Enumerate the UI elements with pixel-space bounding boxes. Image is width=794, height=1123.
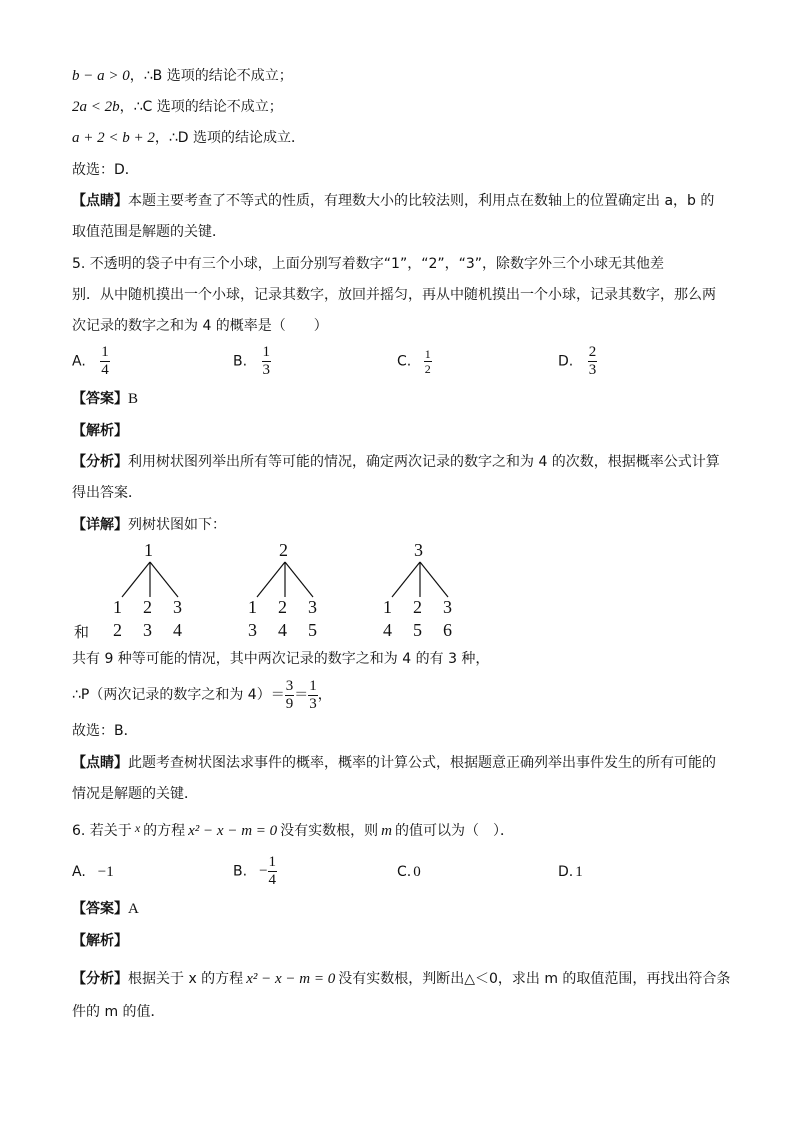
q6-text: 6. 若关于 <box>72 823 132 839</box>
question-5-line-3: 次记录的数字之和为 4 的概率是（ ） <box>72 318 328 334</box>
choose-line: 故选：D． <box>72 162 139 178</box>
tree-sum: 5 <box>308 620 317 640</box>
tree-sum: 2 <box>113 620 122 640</box>
tree-sum: 3 <box>248 620 257 640</box>
tree-root: 3 <box>414 540 423 560</box>
numerator: 1 <box>309 677 317 694</box>
denominator: 4 <box>101 362 109 378</box>
option-label: D. <box>558 353 574 370</box>
total-line: 共有 9 种等可能的情况，其中两次记录的数字之和为 4 的有 3 种， <box>72 651 490 667</box>
tree-sum: 3 <box>143 620 152 640</box>
dianjing-text: 本题主要考查了不等式的性质，有理数大小的比较法则，利用点在数轴上的位置确定出 a，b 的 <box>128 193 715 209</box>
fenxi-text: 没有实数根，判断出△＜0，求出 m 的取值范围，再找出符合条 <box>338 971 731 987</box>
sum-label: 和 <box>74 623 90 641</box>
text-line: 件的 m 的值． <box>72 1004 165 1020</box>
tree-leaf: 2 <box>278 597 287 617</box>
denominator: 2 <box>424 362 431 376</box>
denominator: 9 <box>285 695 294 712</box>
numerator: 3 <box>285 677 294 694</box>
tree-root: 1 <box>144 540 153 560</box>
tree-sum: 4 <box>278 620 287 640</box>
option-label: A. <box>72 864 86 880</box>
fraction <box>285 678 295 713</box>
fenxi-tag: 【分析】 <box>72 971 128 987</box>
math-expression: x² − x − m = 0 <box>246 971 336 987</box>
fenxi-tag: 【分析】 <box>72 454 128 470</box>
q6-text: 没有实数根，则 <box>280 823 379 839</box>
line-text: ，∴D 选项的结论成立． <box>154 130 306 146</box>
tree-root: 2 <box>279 540 288 560</box>
option-value: 1 <box>575 864 583 880</box>
dianjing-tag: 【点睛】 <box>72 193 128 209</box>
denominator: 4 <box>268 872 277 888</box>
answer-tag: 【答案】 <box>72 391 128 407</box>
option-label: B. <box>233 863 248 880</box>
tree-sum: 4 <box>173 620 182 640</box>
option-value: 0 <box>413 864 421 880</box>
prob-suffix: ， <box>317 687 332 703</box>
q6-text: 的方程 <box>143 823 186 839</box>
text-line: 得出答案． <box>72 485 142 501</box>
tree-sum: 5 <box>413 620 422 640</box>
denominator: 3 <box>262 362 271 378</box>
text-line: 情况是解题的关键． <box>72 786 198 802</box>
probability-line <box>72 677 332 713</box>
line-text: ，∴B 选项的结论不成立； <box>129 68 293 84</box>
answer-value: A <box>128 901 139 917</box>
question-5-line-1: 5. 不透明的袋子中有三个小球，上面分别写着数字“1”，“2”，“3”，除数字外三个小球无其他差 <box>72 256 665 272</box>
numerator: 1 <box>101 344 109 360</box>
choose-line: 故选：B． <box>72 723 138 739</box>
answer-tag: 【答案】 <box>72 901 128 917</box>
numerator: 1 <box>262 344 271 360</box>
tree-leaf: 3 <box>443 597 452 617</box>
prob-prefix: ∴P（两次记录的数字之和为 4）＝ <box>72 687 285 703</box>
tree-sum: 4 <box>383 620 392 640</box>
option-a <box>72 864 114 881</box>
tree-sum: 6 <box>443 620 452 640</box>
tree-leaf: 1 <box>113 597 122 617</box>
minus-sign: − <box>259 863 268 879</box>
tree-leaf: 2 <box>413 597 422 617</box>
fenxi-text: 根据关于 x 的方程 <box>128 971 244 987</box>
option-label: D. <box>558 864 574 880</box>
denominator: 3 <box>309 695 317 712</box>
tree-leaf: 1 <box>248 597 257 617</box>
math-var: m <box>381 823 392 839</box>
answer-line <box>72 899 139 919</box>
option-label: C. <box>397 353 412 370</box>
q6-text: 的值可以为（ ）． <box>395 823 514 839</box>
tree-leaf: 1 <box>383 597 392 617</box>
tree-leaf: 2 <box>143 597 152 617</box>
option-d <box>558 864 583 881</box>
fraction <box>268 854 278 889</box>
fenxi-text: 利用树状图列举出所有等可能的情况，确定两次记录的数字之和为 4 的次数，根据概率公式计算 <box>128 454 720 470</box>
analysis-tag: 【解析】 <box>72 423 128 439</box>
math-expression: 2a < 2b <box>72 99 120 115</box>
fraction <box>308 678 318 713</box>
numerator: 1 <box>424 347 431 361</box>
numerator: 2 <box>588 344 597 360</box>
option-c <box>397 864 421 881</box>
option-label: A. <box>72 353 86 370</box>
line-text: ，∴C 选项的结论不成立； <box>119 99 283 115</box>
analysis-tag: 【解析】 <box>72 933 128 949</box>
xiangjie-tag: 【详解】 <box>72 517 128 533</box>
tree-leaf: 3 <box>173 597 182 617</box>
math-var: x <box>134 821 141 835</box>
answer-value: B <box>128 391 139 407</box>
dianjing-text: 此题考查树状图法求事件的概率，概率的计算公式，根据题意正确列举出事件发生的所有可能的 <box>128 755 716 771</box>
text-line: 取值范围是解题的关键． <box>72 224 226 240</box>
fenxi-line <box>72 969 730 989</box>
option-value: −1 <box>97 864 114 880</box>
option-b <box>233 854 277 889</box>
math-expression: a + 2 < b + 2 <box>72 130 155 146</box>
dianjing-line <box>72 753 716 773</box>
xiangjie-text: 列树状图如下： <box>128 517 226 533</box>
question-6-line <box>72 818 514 841</box>
math-expression: x² − x − m = 0 <box>188 823 278 839</box>
question-5-line-2: 别．从中随机摸出一个小球，记录其数字，放回并摇匀，再从中随机摸出一个小球，记录其数字，那么两 <box>72 287 716 303</box>
denominator: 3 <box>588 362 597 378</box>
math-expression: b − a > 0 <box>72 68 130 84</box>
option-label: B. <box>233 353 248 370</box>
dianjing-tag: 【点睛】 <box>72 755 128 771</box>
tree-leaf: 3 <box>308 597 317 617</box>
numerator: 1 <box>268 854 277 870</box>
equals-sign: ＝ <box>294 687 309 703</box>
option-label: C. <box>397 864 412 880</box>
